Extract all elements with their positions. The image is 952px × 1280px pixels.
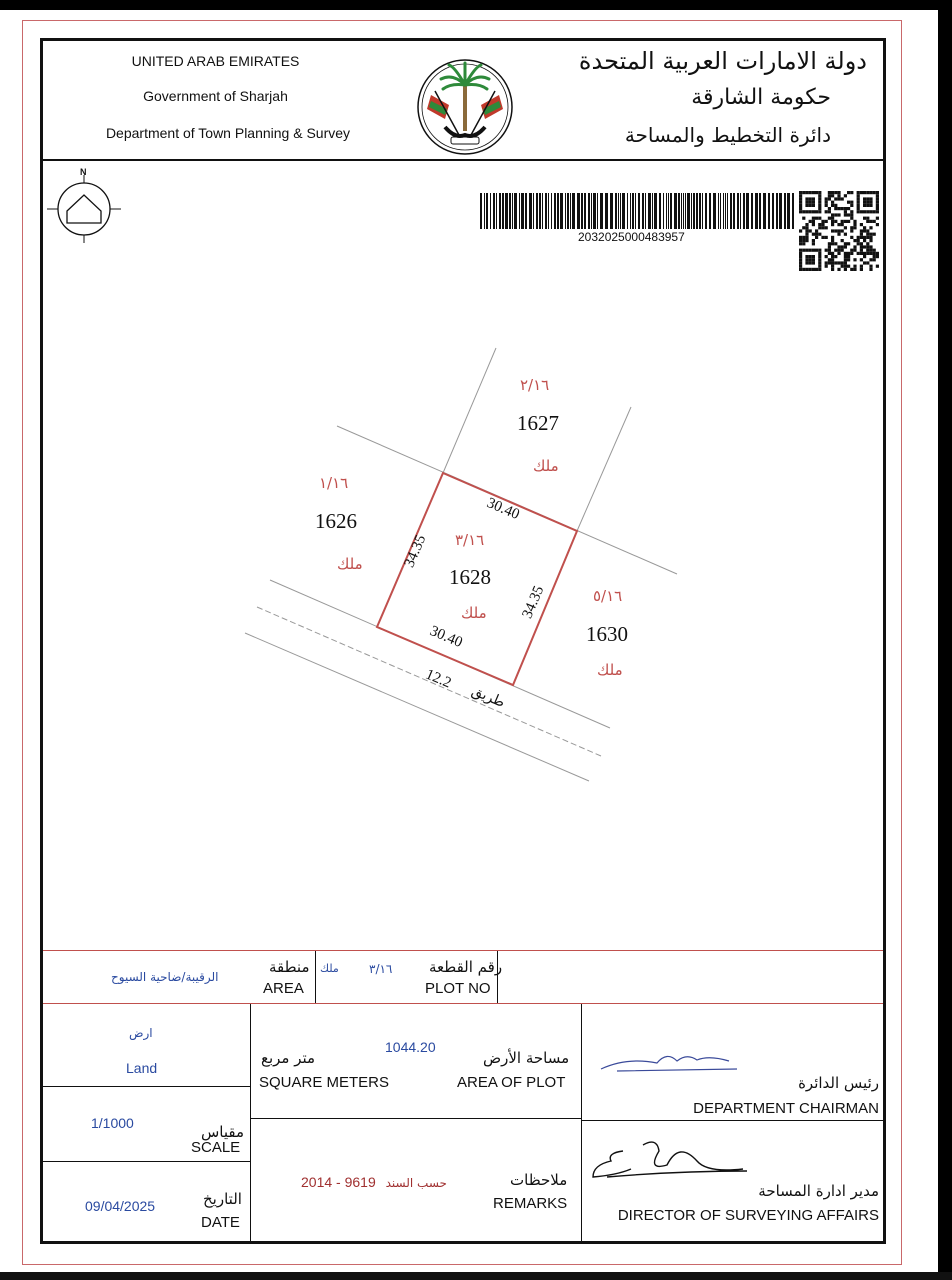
road-width: 12.2 <box>423 666 454 692</box>
area-label-en: AREA <box>263 980 304 997</box>
main-plot-number: 1628 <box>449 565 491 589</box>
document-frame <box>40 38 886 1244</box>
header-ar-line3: دائرة التخطيط والمساحة <box>624 123 831 147</box>
sqm-label-en: SQUARE METERS <box>259 1074 390 1091</box>
dim-bottom: 30.40 <box>427 623 465 651</box>
plot-value: ٣/١٦ <box>369 962 393 976</box>
area-plot-value: 1044.20 <box>385 1039 436 1055</box>
area-label-ar: منطقة <box>269 958 310 976</box>
plot-1627-sub: ٢/١٦ <box>520 376 550 394</box>
header-ar-line1: دولة الامارات العربية المتحدة <box>578 47 867 75</box>
scale-label-en: SCALE <box>191 1139 241 1156</box>
scale-value: 1/1000 <box>91 1115 134 1131</box>
grid-mid-line <box>250 1118 582 1119</box>
header-en-line2: Government of Sharjah <box>143 88 288 104</box>
main-plot-status: ملك <box>461 604 487 622</box>
right-border <box>938 0 952 1280</box>
bottom-border <box>0 1272 952 1280</box>
area-plot-label-en: AREA OF PLOT <box>457 1074 566 1091</box>
barcode-number: 2032025000483957 <box>578 230 685 244</box>
land-type-ar: ارض <box>129 1026 153 1040</box>
plot-status: ملك <box>320 962 339 975</box>
plot-1627-number: 1627 <box>517 411 559 435</box>
plot-label-en: PLOT NO <box>425 980 491 997</box>
plot-label-ar: رقم القطعة <box>429 958 503 976</box>
grid-divider-left <box>250 1004 251 1244</box>
date-value: 09/04/2025 <box>85 1198 156 1214</box>
info-bottom-line <box>43 1003 883 1004</box>
grid-row-line-2 <box>43 1161 250 1162</box>
header-en-line3: Department of Town Planning & Survey <box>105 125 351 141</box>
plot-1627-status: ملك <box>533 457 559 475</box>
area-plot-label-ar: مساحة الأرض <box>483 1049 570 1067</box>
dim-right: 34.35 <box>519 583 548 621</box>
top-border <box>0 0 952 10</box>
chairman-label-ar: رئيس الدائرة <box>798 1074 879 1092</box>
plot-1630-sub: ٥/١٦ <box>593 587 623 605</box>
grid-right-line <box>581 1120 883 1121</box>
plot-plan-drawing <box>43 41 889 941</box>
grid-row-line-1 <box>43 1086 250 1087</box>
date-label-en: DATE <box>201 1214 240 1231</box>
plot-1630-number: 1630 <box>586 622 628 646</box>
info-divider-1 <box>315 951 316 1003</box>
remarks-value-en: 2014 - 9619 <box>301 1174 376 1190</box>
plot-1626-status: ملك <box>337 555 363 573</box>
sqm-label-ar: متر مربع <box>261 1049 316 1067</box>
header-en-line1: UNITED ARAB EMIRATES <box>131 53 300 69</box>
remarks-value-ar: حسب السند <box>385 1176 447 1190</box>
remarks-value <box>301 1174 447 1190</box>
grid-divider-right <box>581 1004 582 1244</box>
date-label-ar: التاريخ <box>203 1190 242 1208</box>
director-label-ar: مدير ادارة المساحة <box>758 1182 879 1200</box>
main-plot-sub: ٣/١٦ <box>455 531 485 549</box>
remarks-label-ar: ملاحظات <box>510 1171 568 1189</box>
director-signature <box>587 1131 767 1191</box>
scale-label-ar: مقياس <box>201 1123 245 1141</box>
remarks-label-en: REMARKS <box>493 1195 568 1212</box>
plot-1626-number: 1626 <box>315 509 357 533</box>
road-label: طريق <box>469 682 508 712</box>
dim-left: 34.35 <box>401 532 430 570</box>
header-ar-line2: حكومة الشارقة <box>691 85 831 110</box>
area-value: الرقيبة/ضاحية السيوح <box>111 970 219 984</box>
chairman-label-en: DEPARTMENT CHAIRMAN <box>693 1100 879 1117</box>
chairman-signature <box>597 1043 747 1083</box>
plot-1626-sub: ١/١٦ <box>319 474 349 492</box>
info-top-line <box>43 950 883 951</box>
dim-top: 30.40 <box>484 495 522 523</box>
north-label: N <box>80 167 87 177</box>
land-type-en: Land <box>126 1060 158 1076</box>
plot-1630-status: ملك <box>597 661 623 679</box>
director-label-en: DIRECTOR OF SURVEYING AFFAIRS <box>617 1207 879 1224</box>
